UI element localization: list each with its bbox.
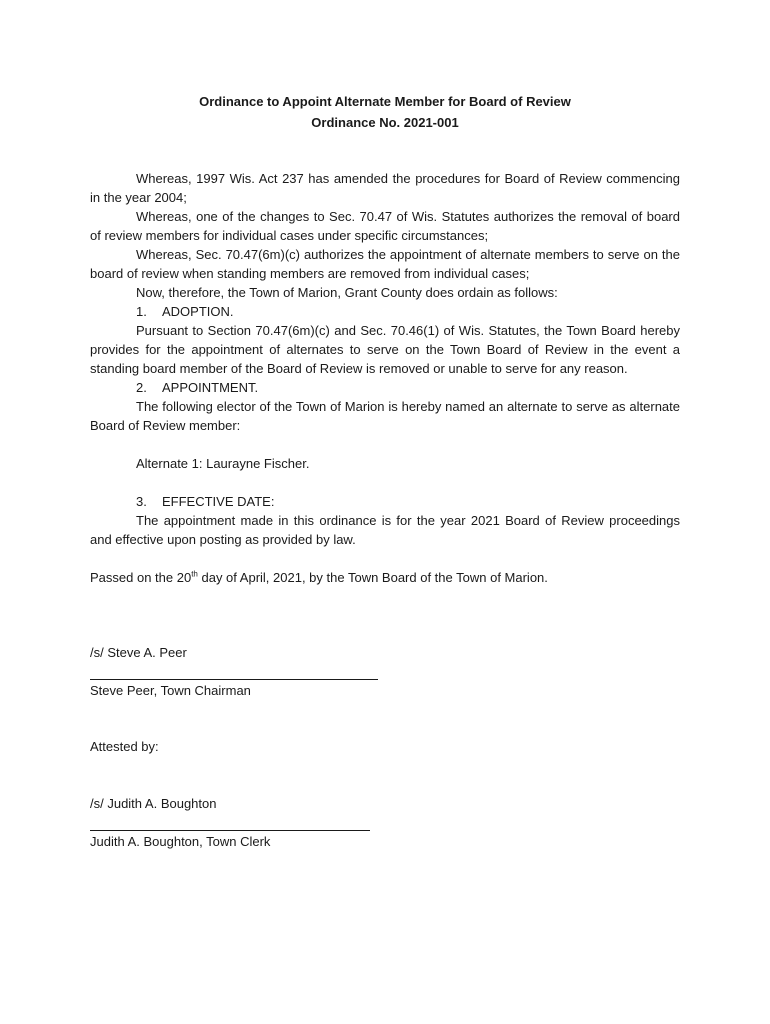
section-1-title: ADOPTION. [162,304,234,319]
ordinance-body [90,169,680,587]
alternate-appointee: Alternate 1: Laurayne Fischer. [136,456,310,471]
clerk-signature-line [90,830,370,831]
passed-statement [90,568,680,587]
chairman-name-title: Steve Peer, Town Chairman [90,683,251,698]
whereas-paragraph-2: Whereas, one of the changes to Sec. 70.47 of Wis. Statutes authorizes the removal of board of review members for individual cases under specific circumstances; [90,209,680,243]
section-2-text: The following elector of the Town of Marion is hereby named an alternate to serve as alternate Board of Review member: [90,399,680,433]
section-3-number: 3. [136,494,147,509]
spacer [90,473,680,492]
section-1-number: 1. [136,304,147,319]
section-2-heading [90,378,680,397]
spacer [90,549,680,568]
spacer [90,435,680,454]
clerk-signature: /s/ Judith A. Boughton [90,796,217,811]
passed-text-start: Passed on the 20 [90,570,192,585]
whereas-paragraph-1: Whereas, 1997 Wis. Act 237 has amended the procedures for Board of Review commencing in the year 2004; [90,171,680,205]
section-1-text: Pursuant to Section 70.47(6m)(c) and Sec. 70.46(1) of Wis. Statutes, the Town Board hereby provides for the appointment of alternates to serve on the Town Board of Review in the event a standing board member of the Board of Review is removed or unable to serve for any reason. [90,323,680,376]
section-1-heading [90,302,680,321]
ordinance-title: Ordinance to Appoint Alternate Member for Board of Review [199,94,571,109]
passed-text-end: day of April, 2021, by the Town Board of the Town of Marion. [197,570,548,585]
ordinance-number: Ordinance No. 2021-001 [311,115,459,130]
now-therefore-paragraph: Now, therefore, the Town of Marion, Grant County does ordain as follows: [136,285,558,300]
section-3-heading [90,492,680,511]
ordinal-suffix: th [191,569,198,579]
chairman-signature-line [90,679,378,680]
section-2-title: APPOINTMENT. [162,380,259,395]
section-2-number: 2. [136,380,147,395]
section-3-title: EFFECTIVE DATE: [162,494,275,509]
attested-by-label: Attested by: [90,739,159,754]
clerk-name-title: Judith A. Boughton, Town Clerk [90,834,271,849]
chairman-signature: /s/ Steve A. Peer [90,645,187,660]
whereas-paragraph-3: Whereas, Sec. 70.47(6m)(c) authorizes the appointment of alternate members to serve on the board of review when standing members are removed from individual cases; [90,247,680,281]
section-3-text: The appointment made in this ordinance is for the year 2021 Board of Review proceedings and effective upon posting as provided by law. [90,513,680,547]
